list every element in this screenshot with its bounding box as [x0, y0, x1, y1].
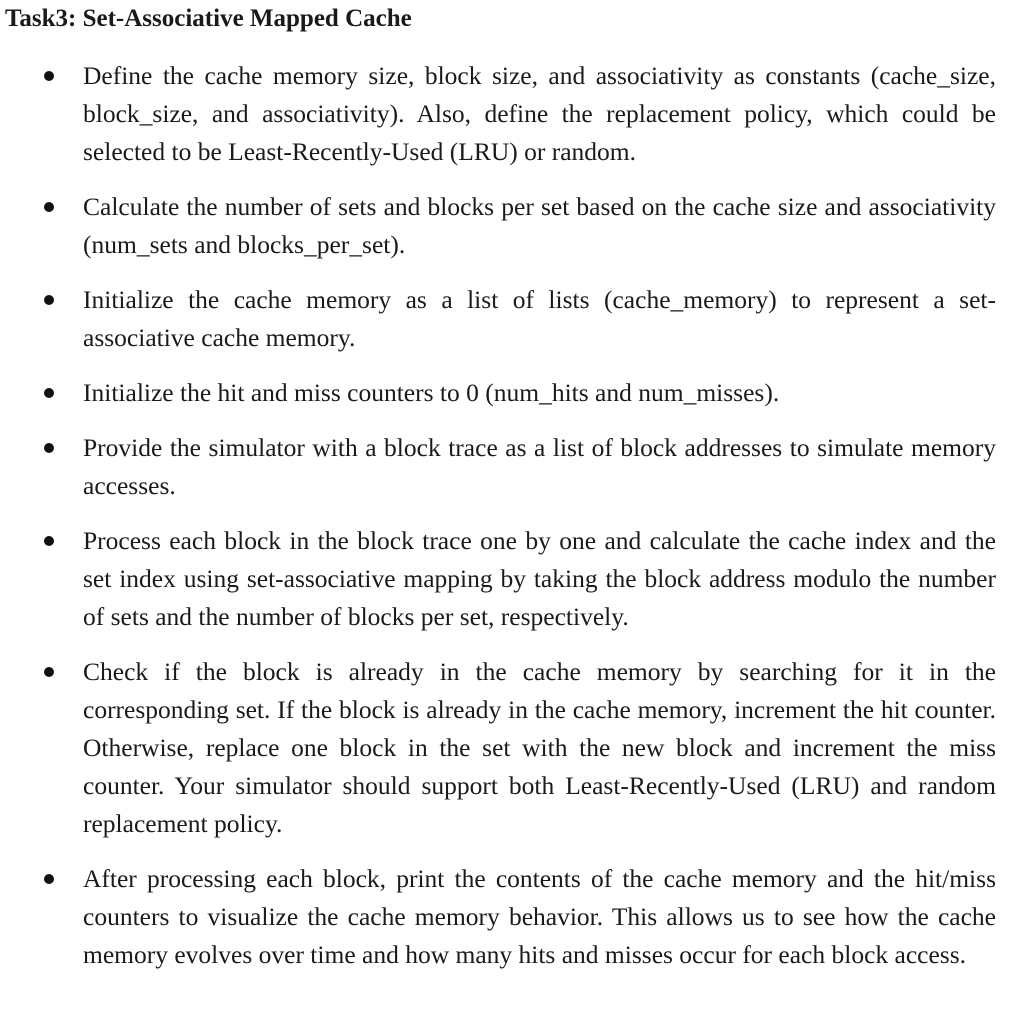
bullet-item-6 — [0, 522, 1012, 636]
task-bullet-list — [0, 57, 1012, 991]
bullet-text: Calculate the number of sets and blocks per set based on the cache size and associativity (num_sets and blocks_per_set). — [83, 192, 996, 259]
bullet-item-3 — [0, 281, 1012, 357]
bullet-text: Process each block in the block trace one by one and calculate the cache index and the set index using set-associative mapping by taking the block address modulo the number of sets and the number of blocks per set, respectively. — [83, 526, 996, 631]
bullet-text: Initialize the hit and miss counters to 0 (num_hits and num_misses). — [83, 378, 780, 407]
bullet-dot-icon — [44, 667, 54, 677]
bullet-item-4 — [0, 374, 1012, 412]
bullet-dot-icon — [44, 202, 54, 212]
bullet-text: Define the cache memory size, block size, and associativity as constants (cache_size, block_size, and associativity). Also, define the replacement policy, which could be selected to be Least-Recently-Used (LRU) or random. — [83, 61, 996, 166]
bullet-dot-icon — [44, 874, 54, 884]
bullet-dot-icon — [44, 71, 54, 81]
bullet-dot-icon — [44, 388, 54, 398]
bullet-item-2 — [0, 188, 1012, 264]
bullet-dot-icon — [44, 536, 54, 546]
bullet-dot-icon — [44, 295, 54, 305]
bullet-item-5 — [0, 429, 1012, 505]
bullet-item-1 — [0, 57, 1012, 171]
bullet-text: After processing each block, print the contents of the cache memory and the hit/miss counters to visualize the cache memory behavior. This allows us to see how the cache memory evolves over time and how many hits and misses occur for each block access. — [83, 864, 996, 969]
bullet-text: Check if the block is already in the cache memory by searching for it in the corresponding set. If the block is already in the cache memory, increment the hit counter. Otherwise, replace one block in the set with the new block and increment the miss counter. Your simulator should support both Least-Recently-Used (LRU) and random replacement policy. — [83, 657, 996, 838]
bullet-item-8 — [0, 860, 1012, 974]
task-title: Task3: Set-Associative Mapped Cache — [5, 5, 412, 32]
bullet-item-7 — [0, 653, 1012, 843]
bullet-text: Initialize the cache memory as a list of lists (cache_memory) to represent a set-associative cache memory. — [83, 285, 996, 352]
bullet-dot-icon — [44, 443, 54, 453]
bullet-text: Provide the simulator with a block trace as a list of block addresses to simulate memory accesses. — [83, 433, 996, 500]
